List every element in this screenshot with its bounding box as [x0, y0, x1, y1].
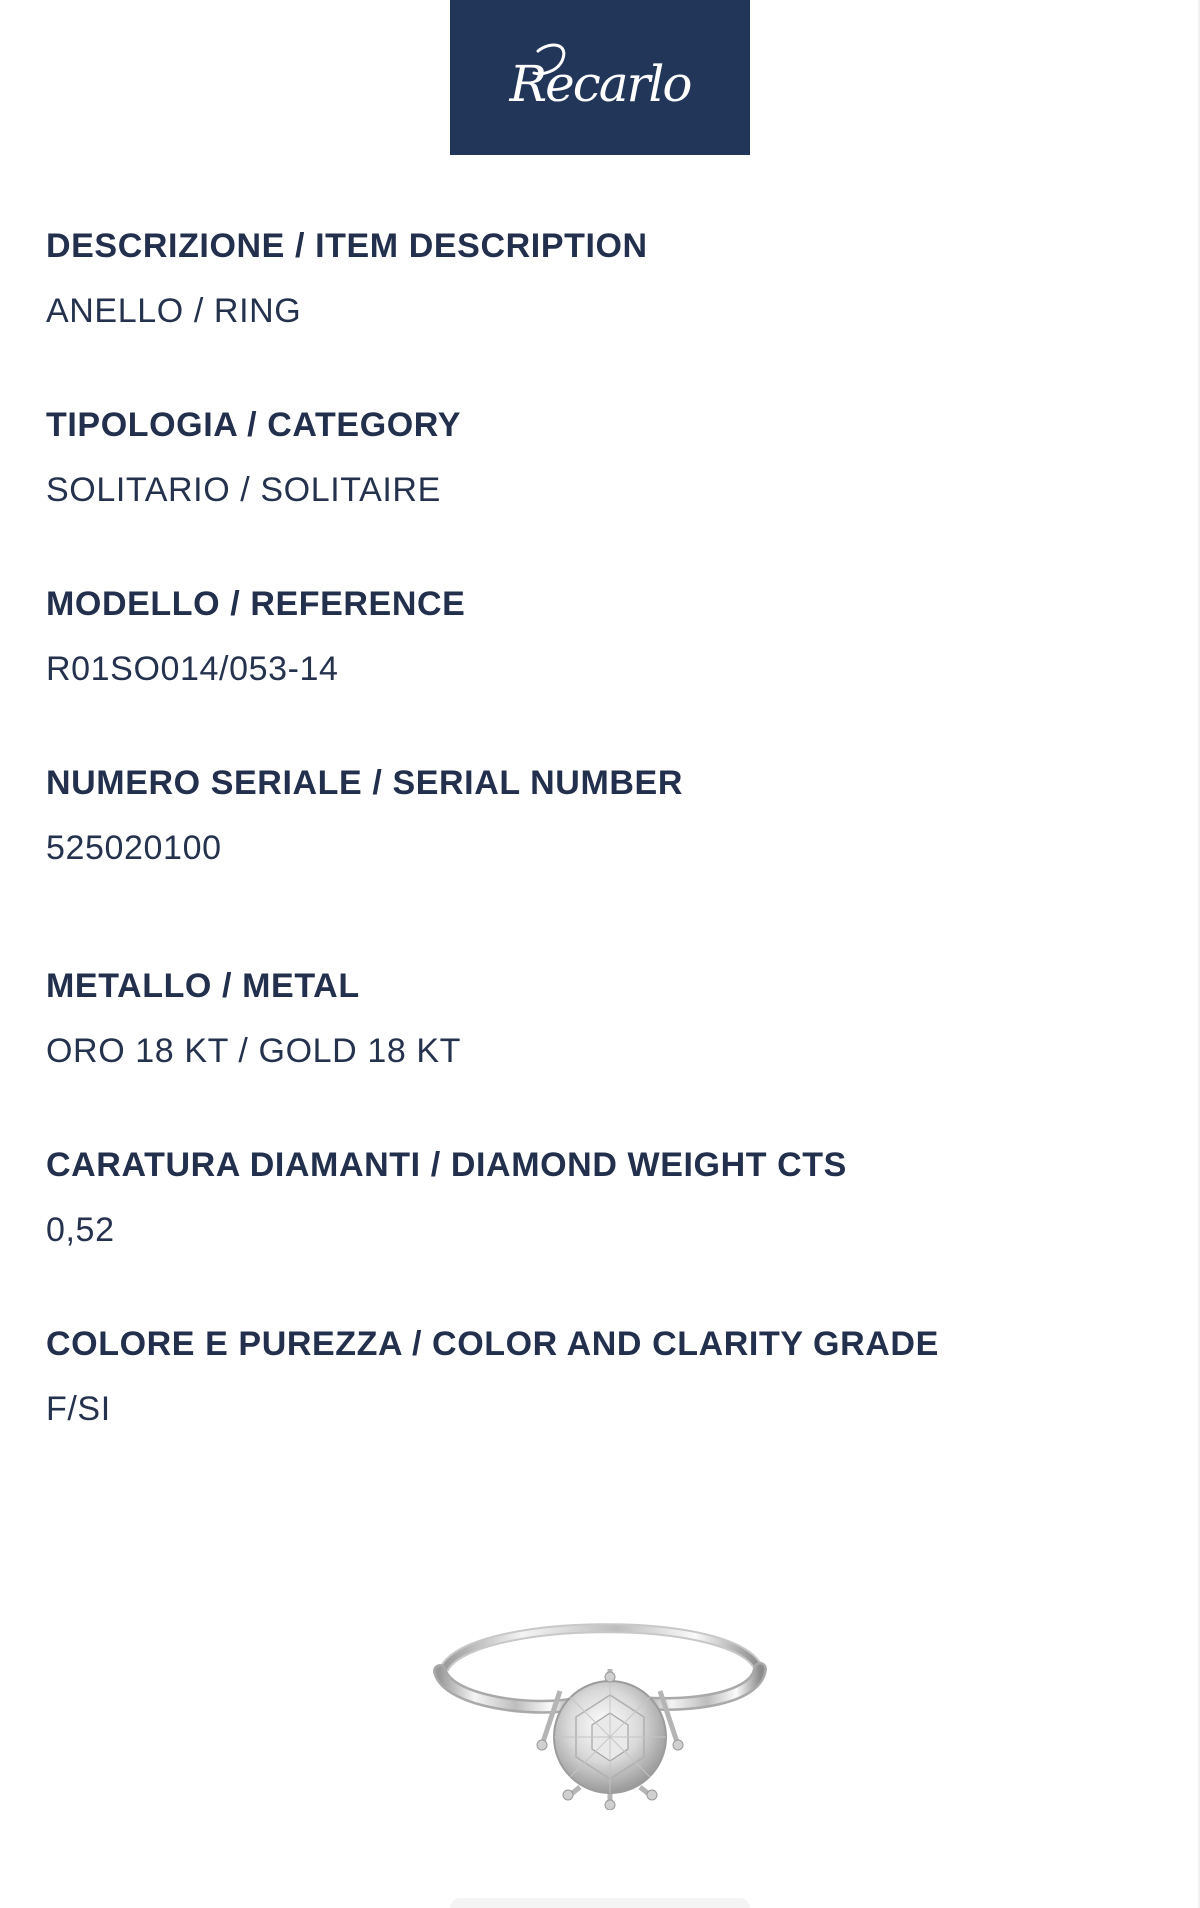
brand-logo-text: Recarlo [509, 54, 691, 113]
ring-icon [430, 1595, 770, 1810]
solitaire-ring-image [430, 1595, 770, 1810]
metal-field [46, 966, 1146, 1071]
diamond-weight-value: 0,52 [46, 1211, 115, 1249]
reference-label: MODELLO / REFERENCE [46, 585, 466, 623]
category-label: TIPOLOGIA / CATEGORY [46, 406, 461, 444]
color-clarity-field [46, 1324, 1146, 1429]
brand-logo [450, 0, 750, 155]
reference-field [46, 584, 1146, 689]
diamond-weight-label: CARATURA DIAMANTI / DIAMOND WEIGHT CTS [46, 1146, 847, 1184]
next-section-edge [450, 1898, 750, 1908]
serial-number-field [46, 763, 1146, 868]
category-value: SOLITARIO / SOLITAIRE [46, 471, 441, 509]
item-description-value: ANELLO / RING [46, 292, 302, 330]
metal-value: ORO 18 KT / GOLD 18 KT [46, 1032, 462, 1070]
category-field [46, 405, 1146, 510]
item-description-field [46, 226, 1146, 331]
item-description-label: DESCRIZIONE / ITEM DESCRIPTION [46, 227, 648, 265]
metal-label: METALLO / METAL [46, 967, 360, 1005]
serial-number-value: 525020100 [46, 829, 222, 867]
reference-value: R01SO014/053-14 [46, 650, 339, 688]
color-clarity-label: COLORE E PUREZZA / COLOR AND CLARITY GRADE [46, 1325, 939, 1363]
serial-number-label: NUMERO SERIALE / SERIAL NUMBER [46, 764, 683, 802]
diamond-weight-field [46, 1145, 1146, 1250]
color-clarity-value: F/SI [46, 1390, 111, 1428]
brand-logo-wordmark [490, 23, 710, 133]
